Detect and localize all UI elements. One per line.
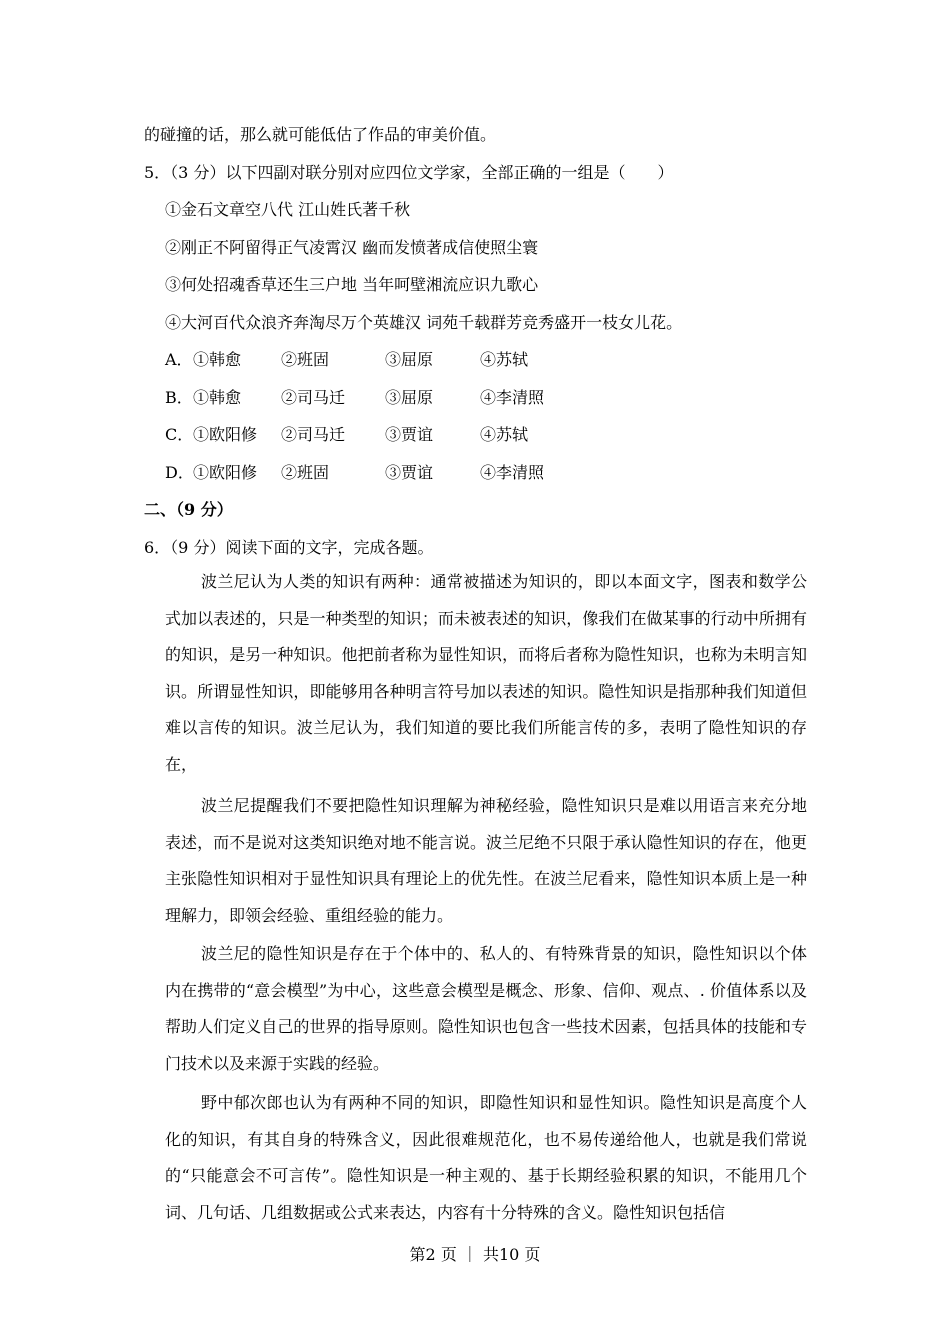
option-item: ③贾谊 [385, 463, 434, 482]
option-item: ④李清照 [480, 388, 545, 407]
couplet-4: ④大河百代众浪齐奔淘尽万个英雄汉 词苑千载群芳竞秀盛开一枝女儿花。 [165, 313, 683, 332]
option-item: ③贾谊 [385, 425, 434, 444]
option-item: ②班固 [281, 463, 330, 482]
couplet-3: ③何处招魂香草还生三户地 当年呵壁湘流应识九歌心 [165, 275, 539, 294]
option-item: ④李清照 [480, 463, 545, 482]
couplet-1: ①金石文章空八代 江山姓氏著千秋 [165, 200, 411, 219]
option-item: ①韩愈 [193, 388, 242, 407]
option-letter: B． [165, 388, 193, 407]
option-item: ②班固 [281, 350, 330, 369]
option-item: ①欧阳修 [193, 425, 258, 444]
option-item: ①欧阳修 [193, 463, 258, 482]
option-letter: D． [165, 463, 194, 482]
option-item: ①韩愈 [193, 350, 242, 369]
passage-paragraph-4: 野中郁次郎也认为有两种不同的知识，即隐性知识和显性知识。隐性知识是高度个人化的知识，有其自身的特殊含义，因此很难规范化，也不易传递给他人，也就是我们常说的“只能意会不可言传”。隐性知识是一种主观的、基于长期经验积累的知识，不能用几个词、几句话、几组数据或公式来表达，内容有十分特殊的含义。隐性知识包括信 [165, 1093, 807, 1222]
option-item: ③屈原 [385, 388, 434, 407]
option-item: ③屈原 [385, 350, 434, 369]
option-item: ②司马迁 [281, 388, 346, 407]
continuation-text: 的碰撞的话，那么就可能低估了作品的审美价值。 [144, 125, 497, 144]
passage-paragraph-3: 波兰尼的隐性知识是存在于个体中的、私人的、有特殊背景的知识，隐性知识以个体内在携带的“意会模型”为中心，这些意会模型是概念、形象、信仰、观点、. 价值体系以及帮助人们定义自己的世界的指导原则。隐性知识也包含一些技术因素，包括具体的技能和专门技术以及来源于实践的经验。 [165, 944, 807, 1073]
question-5-stem: 5．（3 分）以下四副对联分别对应四位文学家，全部正确的一组是（ ） [144, 163, 674, 182]
passage-paragraph-1: 波兰尼认为人类的知识有两种：通常被描述为知识的，即以本面文字，图表和数学公式加以表述的，只是一种类型的知识；而未被表述的知识，像我们在做某事的行动中所拥有的知识，是另一种知识。他把前者称为显性知识，而将后者称为隐性知识，也称为未明言知识。所谓显性知识，即能够用各种明言符号加以表述的知识。隐性知识是指那种我们知道但难以言传的知识。波兰尼认为，我们知道的要比我们所能言传的多，表明了隐性知识的存在， [165, 572, 807, 774]
option-item: ②司马迁 [281, 425, 346, 444]
option-item: ④苏轼 [480, 425, 529, 444]
couplet-2: ②刚正不阿留得正气凌霄汉 幽而发愤著成信使照尘寰 [165, 238, 539, 257]
option-item: ④苏轼 [480, 350, 529, 369]
option-letter: C． [165, 425, 194, 444]
passage-paragraph-2: 波兰尼提醒我们不要把隐性知识理解为神秘经验，隐性知识只是难以用语言来充分地表述，而不是说对这类知识绝对地不能言说。波兰尼绝不只限于承认隐性知识的存在，他更主张隐性知识相对于显性知识具有理论上的优先性。在波兰尼看来，隐性知识本质上是一种理解力，即领会经验、重组经验的能力。 [165, 796, 807, 925]
option-letter: A． [165, 350, 193, 369]
section-heading: 二、（9 分） [144, 500, 233, 519]
question-6-stem: 6．（9 分）阅读下面的文字，完成各题。 [144, 538, 434, 557]
page-footer: 第2 页 ｜ 共10 页 [409, 1245, 541, 1264]
